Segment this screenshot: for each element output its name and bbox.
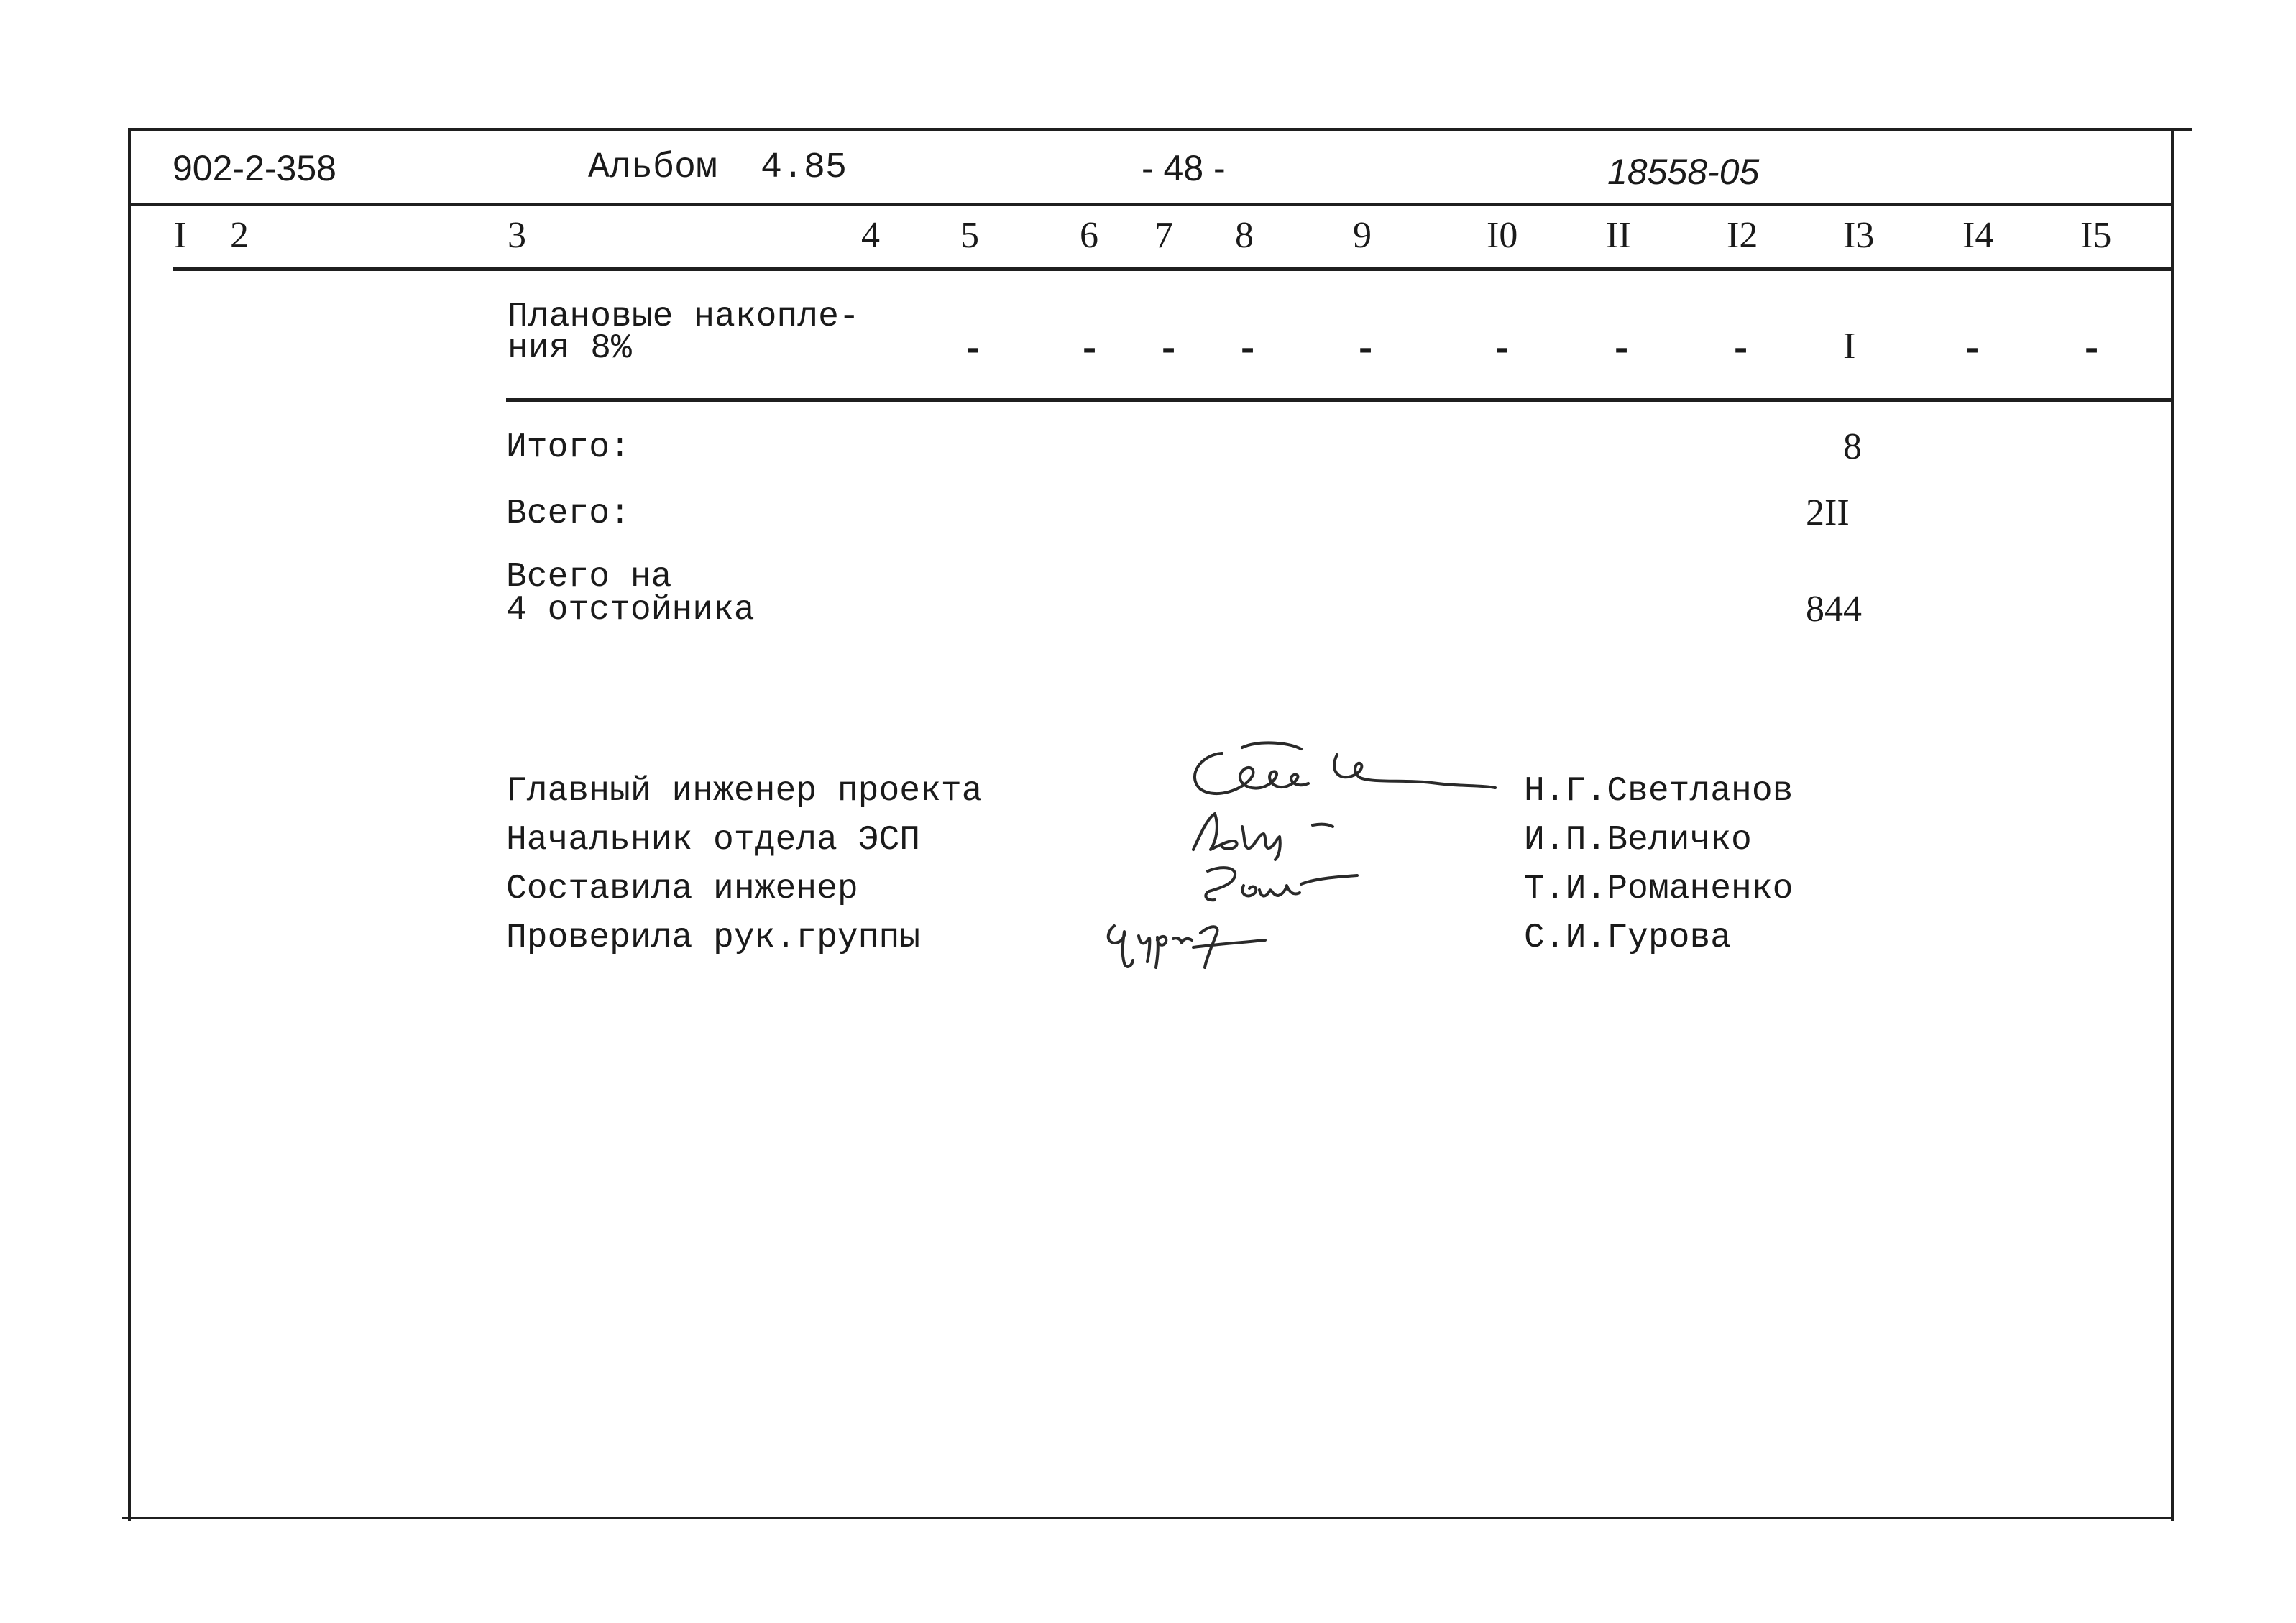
- vsego-value: 2II: [1806, 492, 1850, 533]
- vsego4-label: Всего на: [506, 558, 672, 597]
- planned-value-col10: -: [1491, 329, 1514, 372]
- itogo-value: 8: [1843, 426, 1862, 467]
- page-number: - 48 -: [1142, 148, 1226, 188]
- planned-value-col5: -: [962, 329, 985, 372]
- planned-value-col13: I: [1843, 326, 1856, 367]
- column-number: 7: [1154, 215, 1173, 256]
- signature-role: Начальник отдела ЭСП: [506, 821, 921, 860]
- column-number: 9: [1353, 215, 1372, 256]
- planned-value-col9: -: [1354, 329, 1377, 372]
- document-code: 902-2-358: [173, 148, 336, 188]
- planned-row-label: Плановые накопле-: [508, 298, 860, 336]
- column-number: 3: [508, 215, 526, 256]
- signature-role: Составила инженер: [506, 870, 858, 909]
- document-number: 18558-05: [1607, 152, 1760, 192]
- album-label: Альбом 4.85: [588, 147, 848, 188]
- signature-name: Н.Г.Светланов: [1524, 772, 1794, 811]
- column-number: I4: [1962, 215, 1994, 256]
- frame-bottom-line: [122, 1517, 2171, 1519]
- planned-value-col12: -: [1730, 329, 1753, 372]
- vsego-label: Всего:: [506, 495, 630, 533]
- column-number: 6: [1080, 215, 1098, 256]
- column-number: I3: [1843, 215, 1875, 256]
- planned-value-col6: -: [1078, 329, 1101, 372]
- column-number: I: [174, 215, 187, 256]
- vsego4-value: 844: [1806, 589, 1862, 630]
- planned-row-label-cont: ния 8%: [508, 329, 632, 368]
- signature-name: Т.И.Романенко: [1524, 870, 1794, 909]
- vsego4-label-cont: 4 отстойника: [506, 591, 755, 630]
- planned-value-col15: -: [2080, 329, 2103, 372]
- header-divider: [129, 203, 2172, 206]
- column-number: 4: [861, 215, 880, 256]
- column-header-divider: [173, 267, 2172, 271]
- planned-value-col7: -: [1157, 329, 1180, 372]
- frame-right-line: [2171, 128, 2174, 1521]
- frame-left-line: [128, 128, 131, 1521]
- handwritten-signature-svetlanov: [1172, 733, 1502, 812]
- row-divider: [506, 398, 2172, 402]
- column-number: I5: [2080, 215, 2112, 256]
- column-number: 2: [230, 215, 249, 256]
- planned-value-col11: -: [1610, 329, 1633, 372]
- itogo-label: Итого:: [506, 428, 630, 467]
- signature-role: Проверила рук.группы: [506, 919, 921, 957]
- handwritten-signature-gurova: [1093, 903, 1287, 982]
- column-number: I0: [1487, 215, 1518, 256]
- column-number: 5: [960, 215, 979, 256]
- signature-name: С.И.Гурова: [1524, 919, 1732, 957]
- signature-name: И.П.Величко: [1524, 821, 1752, 860]
- column-number: II: [1606, 215, 1631, 256]
- planned-value-col14: -: [1961, 329, 1984, 372]
- signature-role: Главный инженер проекта: [506, 772, 983, 811]
- column-number: I2: [1727, 215, 1758, 256]
- handwritten-signature-velichko: [1179, 805, 1351, 863]
- frame-top-line: [129, 128, 2192, 131]
- planned-value-col8: -: [1236, 329, 1259, 372]
- column-number: 8: [1235, 215, 1254, 256]
